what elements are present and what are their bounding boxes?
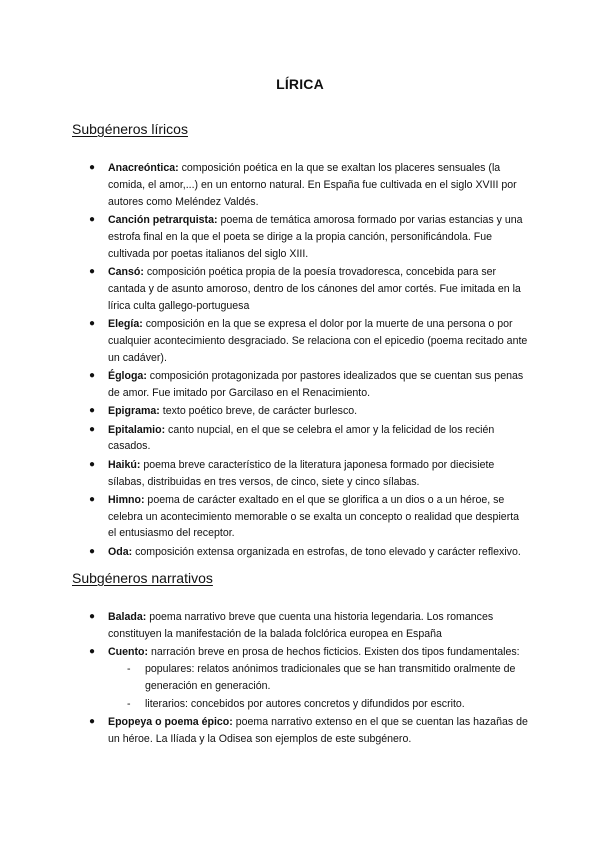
item-text: poema de temática amorosa formado por varias estancias y una estrofa final en la que el poeta se dirige a la propia canción, personificándola. Fue cultivada por poetas italianos del siglo XIII.	[108, 213, 523, 260]
sub-list-item	[108, 696, 530, 713]
list-item	[0, 403, 600, 420]
item-text: canto nupcial, en el que se celebra el amor y la felicidad de los recién casados.	[108, 423, 495, 453]
sub-item-text: populares: relatos anónimos tradicionales que se han transmitido oralmente de generación en generación.	[145, 662, 516, 692]
item-text: composición poética en la que se exaltan los placeres sensuales (la comida, el amor,...) en un entorno natural. En España fue cultivada en el siglo XVIII por autores como Meléndez Valdés.	[108, 162, 517, 208]
item-term: Epigrama:	[108, 405, 160, 418]
bullet-icon: ●	[89, 646, 96, 658]
dash-icon: -	[127, 697, 131, 710]
list-item	[0, 644, 600, 712]
bullet-icon: ●	[89, 458, 96, 470]
list-item	[0, 714, 600, 748]
list-item	[0, 264, 600, 314]
list-item	[0, 457, 600, 491]
list-item	[0, 544, 600, 561]
list-item	[0, 609, 600, 643]
item-term: Himno:	[108, 493, 145, 506]
bullet-icon: ●	[89, 213, 96, 225]
item-text: texto poético breve, de carácter burlesco.	[159, 405, 358, 418]
list-item	[0, 160, 600, 210]
bullet-icon: ●	[89, 369, 96, 381]
bullet-icon: ●	[89, 317, 96, 329]
item-term: Cuento:	[108, 646, 149, 659]
bullet-icon: ●	[89, 265, 96, 277]
item-term: Epitalamio:	[108, 423, 166, 436]
item-term: Égloga:	[108, 369, 147, 382]
bullet-icon: ●	[89, 716, 96, 728]
item-term: Haikú:	[108, 458, 141, 471]
item-term: Epopeya o poema épico:	[108, 716, 233, 729]
item-text: poema de carácter exaltado en el que se glorifica a un dios o a un héroe, se celebra un acontecimiento memorable o se exalta un concepto o realidad que despierta el entusiasmo del receptor.	[108, 493, 520, 540]
item-text: poema narrativo extenso en el que se cuentan las hazañas de un héroe. La Ilíada y la Odisea son ejemplos de este subgénero.	[108, 716, 528, 745]
item-term: Anacreóntica:	[108, 162, 179, 174]
list-item	[0, 368, 600, 402]
bullet-icon: ●	[89, 162, 96, 173]
item-term: Canción petrarquista:	[108, 213, 218, 226]
list-item	[0, 212, 600, 262]
page-title: LÍRICA	[276, 76, 324, 92]
item-term: Elegía:	[108, 317, 143, 330]
bullet-icon: ●	[89, 493, 96, 505]
sub-item-text: literarios: concebidos por autores concretos y difundidos por escrito.	[145, 697, 465, 710]
lyric-list	[0, 160, 600, 562]
item-text: composición extensa organizada en estrofas, de tono elevado y carácter reflexivo.	[132, 545, 521, 558]
sub-list-item	[108, 661, 530, 695]
narrative-list	[0, 609, 600, 749]
list-item	[0, 422, 600, 456]
dash-icon: -	[127, 662, 131, 675]
bullet-icon: ●	[89, 423, 96, 435]
item-term: Balada:	[108, 611, 147, 623]
section-heading-lyric: Subgéneros líricos	[72, 121, 188, 137]
item-text: composición en la que se expresa el dolor por la muerte de una persona o por cualquier acontecimiento desgraciado. Se relaciona con el epicedio (poema recitado ante un cadáver).	[108, 317, 528, 364]
item-text: poema breve característico de la literatura japonesa formado por diecisiete sílabas, distribuidas en tres versos, de cinco, siete y cinco sílabas.	[108, 458, 495, 488]
item-term: Oda:	[108, 545, 133, 558]
item-text: poema narrativo breve que cuenta una historia legendaria. Los romances constituyen la manifestación de la balada folclórica europea en España	[108, 611, 494, 640]
bullet-icon: ●	[89, 405, 96, 417]
bullet-icon: ●	[89, 545, 96, 557]
section-heading-narrative: Subgéneros narrativos	[72, 570, 213, 586]
item-text: composición poética propia de la poesía trovadoresca, concebida para ser cantada y de asunto amoroso, dentro de los cánones del amor cortés. Fue imitada en la lírica culta gallego-portuguesa	[108, 265, 521, 312]
item-text: composición protagonizada por pastores idealizados que se cuentan sus penas de amor. Fue imitado por Garcilaso en el Renacimiento.	[108, 369, 524, 399]
list-item	[0, 492, 600, 542]
bullet-icon: ●	[89, 611, 96, 622]
sub-list	[108, 661, 530, 713]
list-item	[0, 316, 600, 366]
item-text: narración breve en prosa de hechos ficticios. Existen dos tipos fundamentales:	[148, 646, 520, 659]
item-term: Cansó:	[108, 265, 144, 278]
